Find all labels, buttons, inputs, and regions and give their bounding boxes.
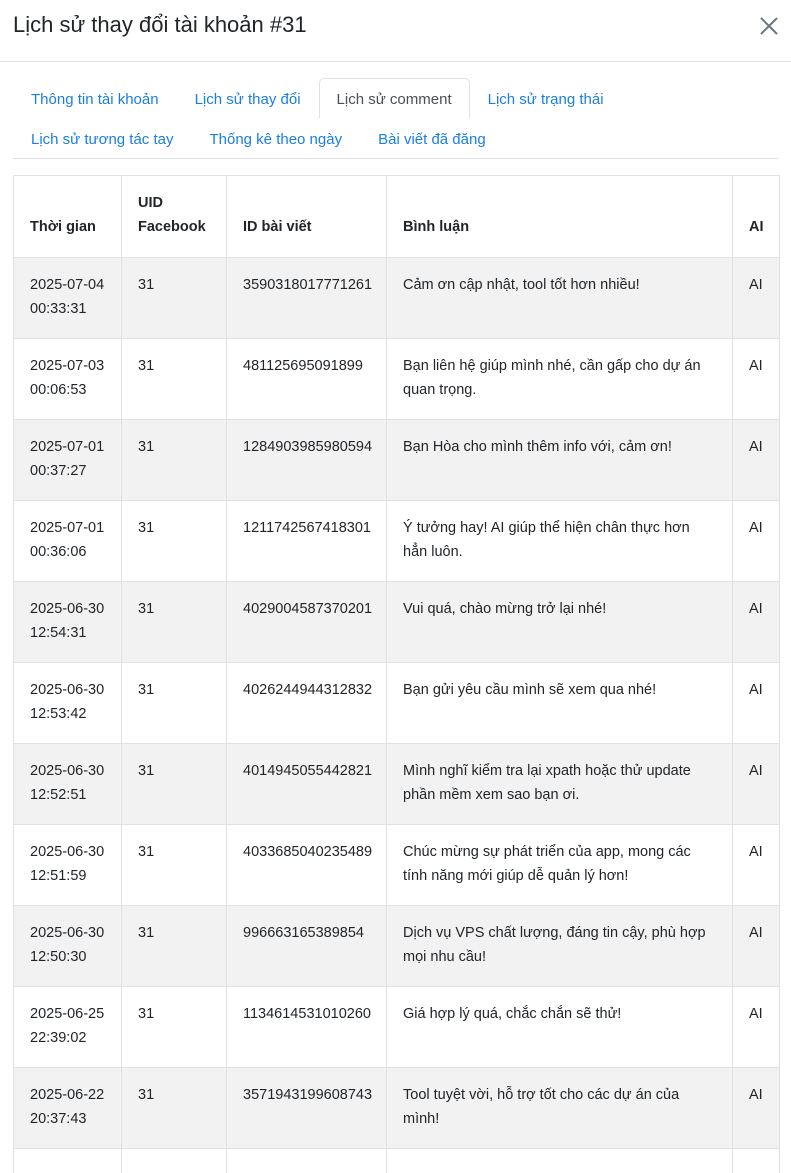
cell-post-id: 1134614531010260: [227, 987, 387, 1068]
table-row: [14, 420, 780, 501]
cell-uid: 31: [122, 987, 227, 1068]
cell-uid: 31: [122, 906, 227, 987]
cell-uid: 31: [122, 339, 227, 420]
table-row-partial: [14, 1149, 780, 1173]
cell-comment: Vui quá, chào mừng trở lại nhé!: [387, 582, 733, 663]
cell-uid: 31: [122, 744, 227, 825]
cell-time: [14, 1068, 122, 1149]
cell-post-id: 1284903985980594: [227, 420, 387, 501]
cell-post-id: 4014945055442821: [227, 744, 387, 825]
close-icon: [759, 16, 779, 36]
cell-time-text: 00:36:06: [30, 544, 87, 560]
cell-time-text: 12:54:31: [30, 625, 87, 641]
cell-empty: [733, 1149, 780, 1173]
cell-date-text: 2025-06-30: [30, 925, 105, 941]
cell-time: [14, 987, 122, 1068]
cell-time-text: 12:51:59: [30, 868, 87, 884]
cell-time: [14, 420, 122, 501]
table-row: [14, 339, 780, 420]
cell-date-text: 2025-06-30: [30, 601, 105, 617]
cell-empty: [14, 1149, 122, 1173]
tab-change-history[interactable]: Lịch sử thay đổi: [194, 91, 301, 108]
cell-uid: 31: [122, 582, 227, 663]
modal-header: [0, 0, 791, 62]
cell-time-text: 20:37:43: [30, 1111, 87, 1127]
cell-date-text: 2025-06-30: [30, 763, 105, 779]
cell-ai: AI: [733, 663, 780, 744]
cell-ai: AI: [733, 582, 780, 663]
comment-table: [13, 175, 780, 1173]
cell-post-id: 996663165389854: [227, 906, 387, 987]
cell-comment: Bạn gửi yêu cầu mình sẽ xem qua nhé!: [387, 663, 733, 744]
cell-date-text: 2025-07-01: [30, 439, 105, 455]
close-button[interactable]: [759, 16, 779, 36]
cell-time: [14, 339, 122, 420]
cell-ai: AI: [733, 420, 780, 501]
cell-comment: Tool tuyệt vời, hỗ trợ tốt cho các dự án của mình!: [387, 1068, 733, 1149]
cell-uid: 31: [122, 420, 227, 501]
table-row: [14, 582, 780, 663]
cell-date-text: 2025-06-25: [30, 1006, 105, 1022]
cell-comment: Mình nghĩ kiểm tra lại xpath hoặc thử update phần mềm xem sao bạn ơi.: [387, 744, 733, 825]
tab-bar: [13, 78, 778, 159]
table-row: [14, 501, 780, 582]
header-post-id: ID bài viết: [227, 176, 387, 258]
cell-date-text: 2025-07-01: [30, 520, 105, 536]
cell-post-id: 4029004587370201: [227, 582, 387, 663]
cell-time-text: 22:39:02: [30, 1030, 87, 1046]
cell-time-text: 12:50:30: [30, 949, 87, 965]
cell-ai: AI: [733, 339, 780, 420]
cell-ai: AI: [733, 987, 780, 1068]
cell-time-text: 12:53:42: [30, 706, 87, 722]
tab-manual-interaction-history[interactable]: Lịch sử tương tác tay: [31, 131, 174, 148]
table-row: [14, 825, 780, 906]
header-uid: UID Facebook: [122, 176, 227, 258]
table-header-row: [14, 176, 780, 258]
cell-time-text: 00:37:27: [30, 463, 87, 479]
cell-ai: AI: [733, 1068, 780, 1149]
cell-date-text: 2025-06-30: [30, 682, 105, 698]
modal-body: [0, 62, 791, 1173]
cell-uid: 31: [122, 258, 227, 339]
table-row: [14, 744, 780, 825]
table-row: [14, 1068, 780, 1149]
cell-ai: AI: [733, 258, 780, 339]
cell-empty: [227, 1149, 387, 1173]
cell-empty: [122, 1149, 227, 1173]
cell-time: [14, 501, 122, 582]
cell-comment: Chúc mừng sự phát triển của app, mong các tính năng mới giúp dễ quản lý hơn!: [387, 825, 733, 906]
cell-ai: AI: [733, 744, 780, 825]
cell-post-id: 3571943199608743: [227, 1068, 387, 1149]
table-row: [14, 663, 780, 744]
cell-date-text: 2025-07-04: [30, 277, 105, 293]
cell-ai: AI: [733, 501, 780, 582]
comment-table-container[interactable]: [13, 175, 779, 1173]
cell-comment: Ý tưởng hay! AI giúp thể hiện chân thực hơn hẳn luôn.: [387, 501, 733, 582]
cell-time: [14, 258, 122, 339]
cell-time-text: 00:06:53: [30, 382, 87, 398]
header-comment: Bình luận: [387, 176, 733, 258]
cell-ai: AI: [733, 825, 780, 906]
cell-comment: Giá hợp lý quá, chắc chắn sẽ thử!: [387, 987, 733, 1068]
cell-post-id: 3590318017771261: [227, 258, 387, 339]
cell-time-text: 00:33:31: [30, 301, 87, 317]
cell-uid: 31: [122, 1068, 227, 1149]
cell-date-text: 2025-06-30: [30, 844, 105, 860]
cell-post-id: 1211742567418301: [227, 501, 387, 582]
header-ai: AI: [733, 176, 780, 258]
cell-time: [14, 582, 122, 663]
modal-title: Lịch sử thay đổi tài khoản #31: [13, 12, 307, 37]
cell-time: [14, 906, 122, 987]
table-row: [14, 258, 780, 339]
cell-post-id: 4026244944312832: [227, 663, 387, 744]
tab-comment-history[interactable]: Lịch sử comment: [319, 78, 470, 119]
tab-status-history[interactable]: Lịch sử trạng thái: [487, 91, 604, 108]
cell-comment: Bạn Hòa cho mình thêm info với, cảm ơn!: [387, 420, 733, 501]
cell-comment: Dịch vụ VPS chất lượng, đáng tin cậy, phù hợp mọi nhu cầu!: [387, 906, 733, 987]
cell-empty: [387, 1149, 733, 1173]
cell-date-text: 2025-07-03: [30, 358, 105, 374]
tab-account-info[interactable]: Thông tin tài khoản: [31, 91, 159, 108]
tab-daily-stats[interactable]: Thống kê theo ngày: [209, 131, 343, 148]
cell-time: [14, 663, 122, 744]
cell-ai: AI: [733, 906, 780, 987]
cell-uid: 31: [122, 663, 227, 744]
cell-time: [14, 825, 122, 906]
cell-post-id: 481125695091899: [227, 339, 387, 420]
cell-time-text: 12:52:51: [30, 787, 87, 803]
cell-uid: 31: [122, 825, 227, 906]
table-row: [14, 906, 780, 987]
cell-uid: 31: [122, 501, 227, 582]
tab-posted-articles[interactable]: Bài viết đã đăng: [378, 131, 486, 148]
cell-comment: Bạn liên hệ giúp mình nhé, cần gấp cho dự án quan trọng.: [387, 339, 733, 420]
cell-date-text: 2025-06-22: [30, 1087, 105, 1103]
header-time: Thời gian: [14, 176, 122, 258]
cell-time: [14, 744, 122, 825]
cell-post-id: 4033685040235489: [227, 825, 387, 906]
cell-comment: Cảm ơn cập nhật, tool tốt hơn nhiều!: [387, 258, 733, 339]
table-row: [14, 987, 780, 1068]
